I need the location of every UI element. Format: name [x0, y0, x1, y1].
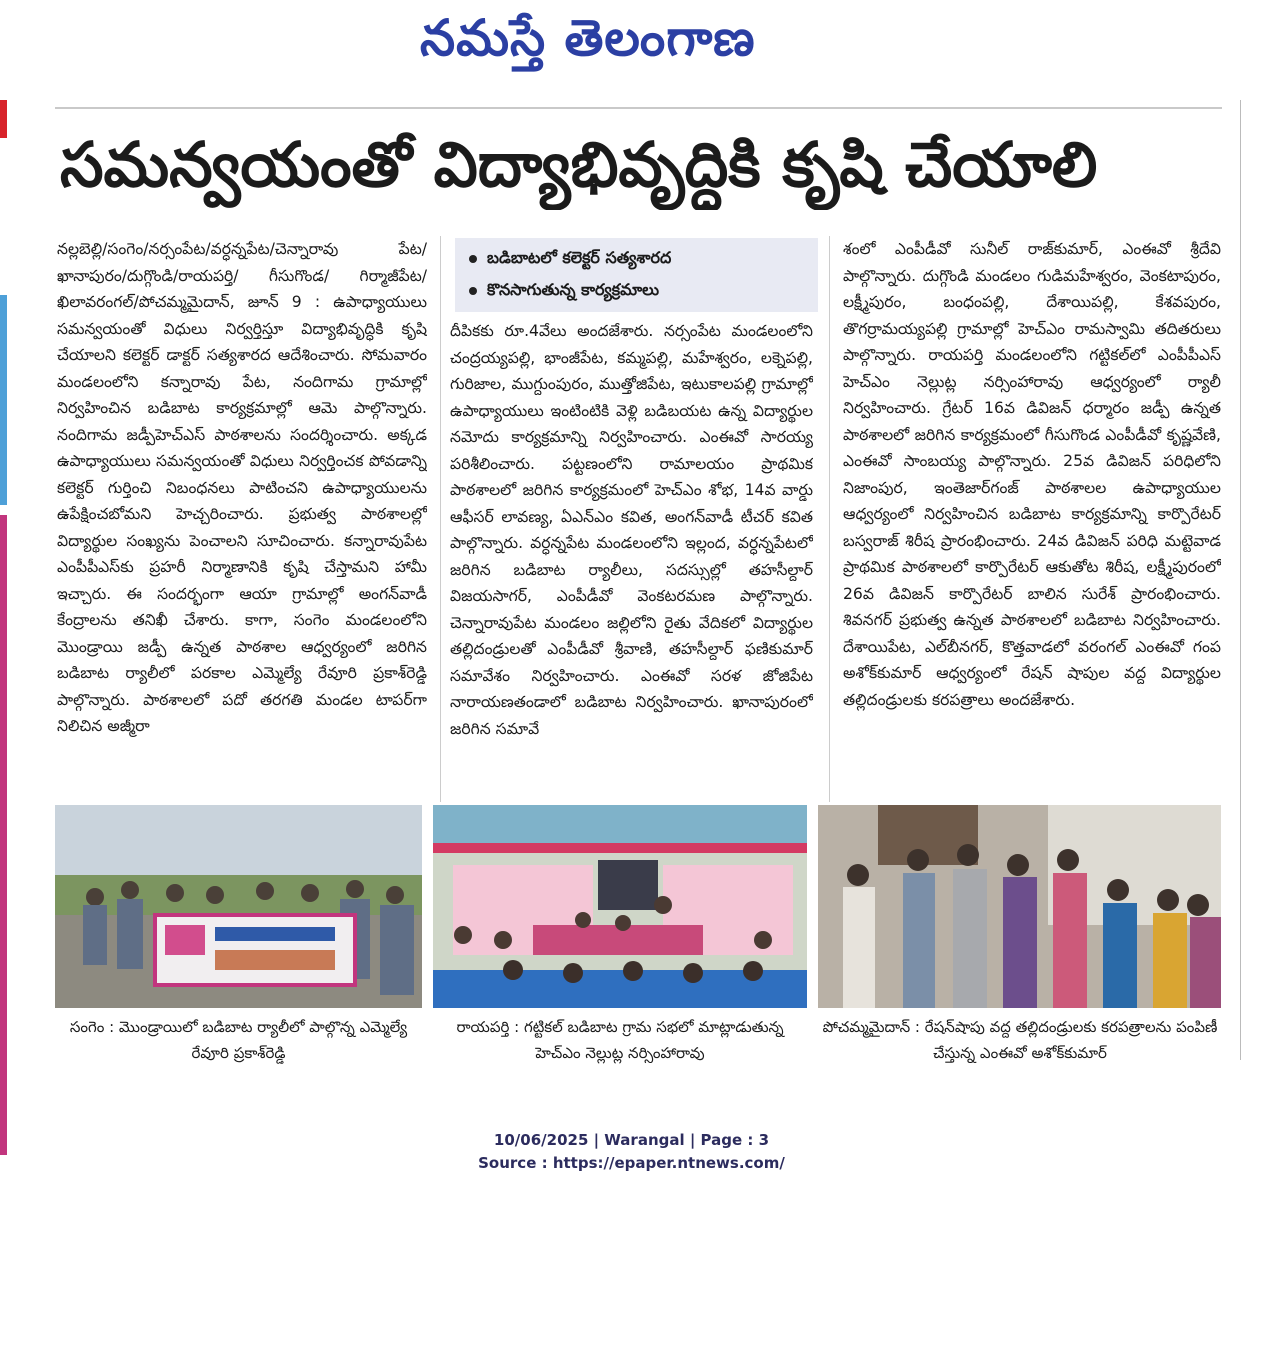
masthead-divider	[55, 107, 1222, 109]
photo-caption-1: సంగెం : మొండ్రాయిలో బడిబాట ర్యాలీలో పాల్గొన్న ఎమ్మెల్యే రేవూరి ప్రకాశ్‌రెడ్డి	[69, 1018, 408, 1062]
photo-caption-3: పోచమ్మమైదాన్ : రేషన్‌షాపు వద్ద తల్లిదండ్రులకు కరపత్రాలను పంపిణీ చేస్తున్న ఎంఈవో అశోక్‌కుమార్	[822, 1018, 1218, 1062]
column-divider	[829, 236, 830, 802]
right-page-edge	[1240, 100, 1263, 1060]
column-divider	[440, 236, 441, 802]
photo-ration-shop-distribution	[818, 805, 1221, 1008]
article-column-2: దీపికకు రూ.4వేలు అందజేశారు. నర్సంపేట మండలంలోని చంద్రయ్యపల్లి, భాంజీపేట, కమ్మపల్లి, మహేశ్వరం, లక్నెపల్లి, గురిజాల, ముగ్దుంపురం, ముత్తోజిపేట, ఇటుకాలపల్లి గ్రామాల్లో ఉపాధ్యాయులు ఇంటింటికి వెళ్లి బడిబయట ఉన్న విద్యార్థుల నమోదు కార్యక్రమాన్ని నిర్వహించారు. ఎంఈవో సారయ్య పరిశీలించారు. పట్టణంలోని రామాలయం ప్రాథమిక పాఠశాలలో జరిగిన కార్యక్రమంలో హెచ్ఎం శోభ, 14వ వార్డు ఆఫీసర్ లావణ్య, ఏఎన్ఎం కవిత, అంగన్‌వాడీ టీచర్ కవిత పాల్గొన్నారు. వర్ధన్నపేట మండలంలోని ఇల్లంద, వర్ధన్నపేటలో జరిగిన బడిబాట ర్యాలీలు, సదస్సుల్లో తహసీల్దార్ విజయసాగర్, ఎంపీడీవో వెంకటరమణ పాల్గొన్నారు. చెన్నారావుపేట మండలం జల్లిలోని రైతు వేదికలో విద్యార్థుల తల్లిదండ్రులతో ఎంపీడీవో శ్రీవాణి, తహసీల్దార్ ఫణికుమార్ సమావేశం నిర్వహించారు. ఎంఈవో సరళ జోజిపేట నారాయణతండాలో బడిబాట నిర్వహించారు. ఖానాపురంలో జరిగిన సమావే	[450, 322, 813, 738]
highlights-box	[455, 238, 818, 312]
bullet-icon	[469, 287, 477, 295]
photo-gattikal-gram-sabha	[433, 805, 807, 1008]
photo-caption-2: రాయపర్తి : గట్టికల్ బడిబాట గ్రామ సభలో మాట్లాడుతున్న హెచ్ఎం నెల్లుట్ల నర్సింహారావు	[456, 1018, 784, 1062]
highlight-item: కొనసాగుతున్న కార్యక్రమాలు	[469, 280, 659, 303]
bullet-icon	[469, 255, 477, 263]
newspaper-masthead: నమస్తే తెలంగాణ	[420, 8, 756, 67]
article-headline: సమన్వయంతో విద్యాభివృద్ధికి కృషి చేయాలి	[60, 128, 1098, 201]
highlight-item: బడిబాటలో కలెక్టర్ సత్యశారద	[469, 248, 671, 271]
footer-source-link[interactable]: Source : https://epaper.ntnews.com/	[478, 1154, 785, 1172]
article-column-3: శంలో ఎంపీడీవో సునీల్ రాజ్‌కుమార్, ఎంఈవో శ్రీదేవి పాల్గొన్నారు. దుగ్గొండి మండలం గుడిమహేశ్వరం, వెంకటాపురం, లక్ష్మీపురం, బంధంపల్లి, దేశాయిపల్లి, కేశవపురం, తొగర్రామయ్యపల్లి గ్రామాల్లో హెచ్ఎం రామస్వామి తదితరులు పాల్గొన్నారు. రాయపర్తి మండలంలోని గట్టికల్‌లో ఎంపీపీఎస్ హెచ్ఎం నెల్లుట్ల నర్సింహారావు ఆధ్వర్యంలో ర్యాలీ నిర్వహించారు. గ్రేటర్ 16వ డివిజన్ ధర్మారం జడ్పీ ఉన్నత పాఠశాలలో జరిగిన కార్యక్రమంలో గీసుగొండ ఎంపీడీవో కృష్ణవేణి, ఎంఈవో సాంబయ్య పాల్గొన్నారు. 25వ డివిజన్ పరిధిలోని నిజాంపుర, ఇంతెజార్‌గంజ్ పాఠశాలల ఉపాధ్యాయుల ఆధ్వర్యంలో నిర్వహించిన బడిబాట కార్యక్రమాన్ని కార్పొరేటర్ బస్వరాజ్ శిరీష ప్రారంభించారు. 24వ డివిజన్ పరిధి మట్టెవాడ ప్రాథమిక పాఠశాలలో కార్పొరేటర్ ఆకుతోట శిరీష, లక్ష్మీపురంలో 26వ డివిజన్ కార్పొరేటర్ బాలిన సురేశ్ ప్రారంభించారు. శివనగర్ ప్రభుత్వ ఉన్నత పాఠశాలలో బడిబాట నిర్వహించారు. దేశాయిపేట, ఎల్‌బీనగర్, కొత్తవాడలో వరంగల్ ఎంఈవో గంప అశోక్‌కుమార్ ఆధ్వర్యంలో రేషన్ షాపుల వద్ద విద్యార్థుల తల్లిదండ్రులకు కరపత్రాలు అందజేశారు.	[843, 240, 1221, 709]
photo-sangem-rally	[55, 805, 422, 1008]
footer-date-edition: 10/06/2025 | Warangal | Page : 3	[493, 1131, 770, 1149]
article-column-1: నల్లబెల్లి/సంగెం/నర్సంపేట/వర్ధన్నపేట/చెన్నారావు పేట/ఖానాపురం/దుగ్గొండి/రాయపర్తి/ గీసుగొండ/ గిర్మాజీపేట/ఖిలావరంగల్/పోచమ్మమైదాన్, జూన్ 9 : ఉపాధ్యాయులు సమన్వయంతో విధులు నిర్వర్తిస్తూ విద్యాభివృద్ధికి కృషి చేయాలని కలెక్టర్ డాక్టర్ సత్యశారద ఆదేశించారు. సోమవారం మండలంలోని కన్నారావు పేట, నందిగామ గ్రామాల్లో నిర్వహించిన బడిబాట కార్యక్రమాల్లో ఆమె పాల్గొన్నారు. నందిగామ జడ్పీహెచ్ఎస్ పాఠశాలను సందర్శించారు. అక్కడ ఉపాధ్యాయులు సమన్వయంతో విధులు నిర్వర్తించక పోవడాన్ని కలెక్టర్ గుర్తించి నిబంధనలు పాటించని ఉపాధ్యాయులను ఉపేక్షించబోమని హెచ్చరించారు. ప్రభుత్వ పాఠశాలల్లో విద్యార్థుల సంఖ్యను పెంచాలని సూచించారు. కన్నారావుపేట ఎంపీపీఎస్‌కు ప్రహరీ నిర్మాణానికి కృషి చేస్తామని హామీ ఇచ్చారు. ఈ సందర్భంగా ఆయా గ్రామాల్లో అంగన్‌వాడీ కేంద్రాలను తనిఖీ చేశారు. కాగా, సంగెం మండలంలోని మొండ్రాయి జడ్పీ ఉన్నత పాఠశాల ఆధ్వర్యంలో జరిగిన బడిబాట ర్యాలీలో పరకాల ఎమ్మెల్యే రేవూరి ప్రకాశ్‌రెడ్డి పాల్గొన్నారు. పాఠశాలలో పదో తరగతి మండల టాపర్‌గా నిలిచిన అజ్మీరా	[57, 240, 427, 735]
